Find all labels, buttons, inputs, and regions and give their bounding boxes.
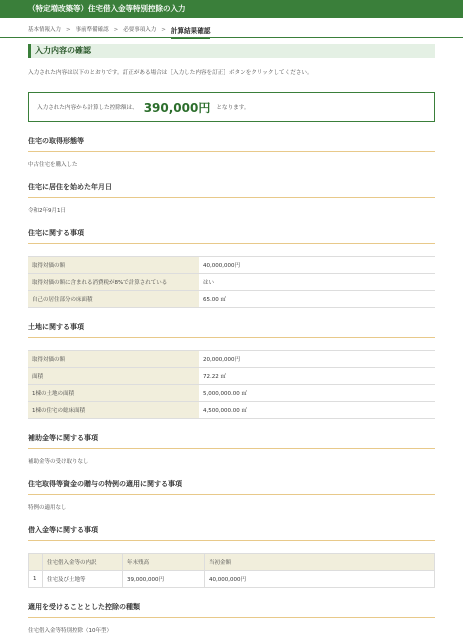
intro-text: 入力された内容は以下のとおりです。訂正がある場合は［入力した内容を訂正］ボタンをクリックしてください。	[28, 70, 313, 76]
section-heading: 土地に関する事項	[28, 308, 435, 338]
section-heading: 借入金等に関する事項	[28, 511, 435, 541]
deduction-result-box	[28, 92, 435, 122]
section-gift-special	[28, 465, 435, 511]
subsidy-value: 補助金等の受け取りなし	[28, 459, 89, 465]
row-value: 5,000,000.00 ㎡	[199, 385, 435, 402]
section-heading: 住宅に関する事項	[28, 214, 435, 244]
result-suffix: となります。	[216, 105, 250, 111]
column-header-initial: 当初金額	[205, 554, 435, 571]
row-label: 1棟の住宅の総床面積	[28, 402, 199, 419]
breadcrumb-separator: >	[113, 27, 119, 33]
section-loan	[28, 511, 435, 588]
section-subsidy	[28, 419, 435, 465]
row-label: 面積	[28, 368, 199, 385]
app-header	[0, 0, 463, 18]
house-table	[28, 256, 435, 308]
header-title: （特定増改築等）住宅借入金等特別控除の入力	[28, 4, 186, 13]
section-house	[28, 214, 435, 308]
row-value: 40,000,000円	[199, 257, 435, 274]
section-heading: 住宅の取得形態等	[28, 122, 435, 152]
section-deduction-type	[28, 588, 435, 634]
gift-value: 特例の適用なし	[28, 505, 67, 511]
loan-balance: 39,000,000円	[123, 571, 205, 588]
breadcrumb-separator: >	[66, 27, 71, 33]
row-label: 取得対価の額	[28, 351, 199, 368]
table-row	[28, 385, 435, 402]
table-row	[28, 351, 435, 368]
loan-table	[28, 553, 435, 588]
acquisition-value: 中古住宅を購入した	[28, 162, 78, 168]
table-row	[28, 368, 435, 385]
section-heading: 補助金等に関する事項	[28, 419, 435, 449]
section-heading: 住宅に居住を始めた年月日	[28, 168, 435, 198]
result-prefix: 入力された内容から計算した控除額は、	[37, 105, 138, 111]
breadcrumb-step-preparation: 事前準備確認	[75, 27, 109, 33]
row-label: 1棟の土地の面積	[28, 385, 199, 402]
row-label: 取得対価の額に含まれる消費税が8%で計算されている	[28, 274, 199, 291]
row-value: 65.00 ㎡	[199, 291, 435, 308]
table-row	[29, 571, 435, 588]
column-header-balance: 年末残高	[123, 554, 205, 571]
deduction-amount: 390,000円	[143, 100, 211, 115]
loan-initial-amount: 40,000,000円	[205, 571, 435, 588]
row-value: 4,500,000.00 ㎡	[199, 402, 435, 419]
section-move-in	[28, 168, 435, 214]
row-number: 1	[29, 571, 43, 588]
section-heading: 住宅取得等資金の贈与の特例の適用に関する事項	[28, 465, 435, 495]
deduction-type-value: 住宅借入金等特別控除（10年型）	[28, 628, 112, 634]
breadcrumb-step-required-input: 必要事項入力	[123, 27, 157, 33]
table-row	[28, 291, 435, 308]
section-acquisition	[28, 122, 435, 168]
row-label: 取得対価の額	[28, 257, 199, 274]
loan-kind: 住宅及び土地等	[43, 571, 123, 588]
table-row	[28, 274, 435, 291]
land-table	[28, 350, 435, 419]
breadcrumb-step-result-current: 計算結果確認	[171, 25, 211, 39]
table-header-row	[29, 554, 435, 571]
row-value: 20,000,000円	[199, 351, 435, 368]
section-heading: 適用を受けることとした控除の種類	[28, 588, 435, 618]
breadcrumb-step-basic-info: 基本情報入力	[28, 27, 62, 33]
section-land	[28, 308, 435, 419]
page-title: 入力内容の確認	[28, 44, 435, 58]
breadcrumb	[0, 18, 463, 38]
table-row	[28, 402, 435, 419]
move-in-date: 令和2年9月1日	[28, 208, 66, 214]
breadcrumb-separator: >	[161, 27, 166, 33]
table-row	[28, 257, 435, 274]
column-header-no	[29, 554, 43, 571]
column-header-kind: 住宅借入金等の内訳	[43, 554, 123, 571]
row-label: 自己の居住部分の床面積	[28, 291, 199, 308]
row-value: はい	[199, 274, 435, 291]
row-value: 72.22 ㎡	[199, 368, 435, 385]
